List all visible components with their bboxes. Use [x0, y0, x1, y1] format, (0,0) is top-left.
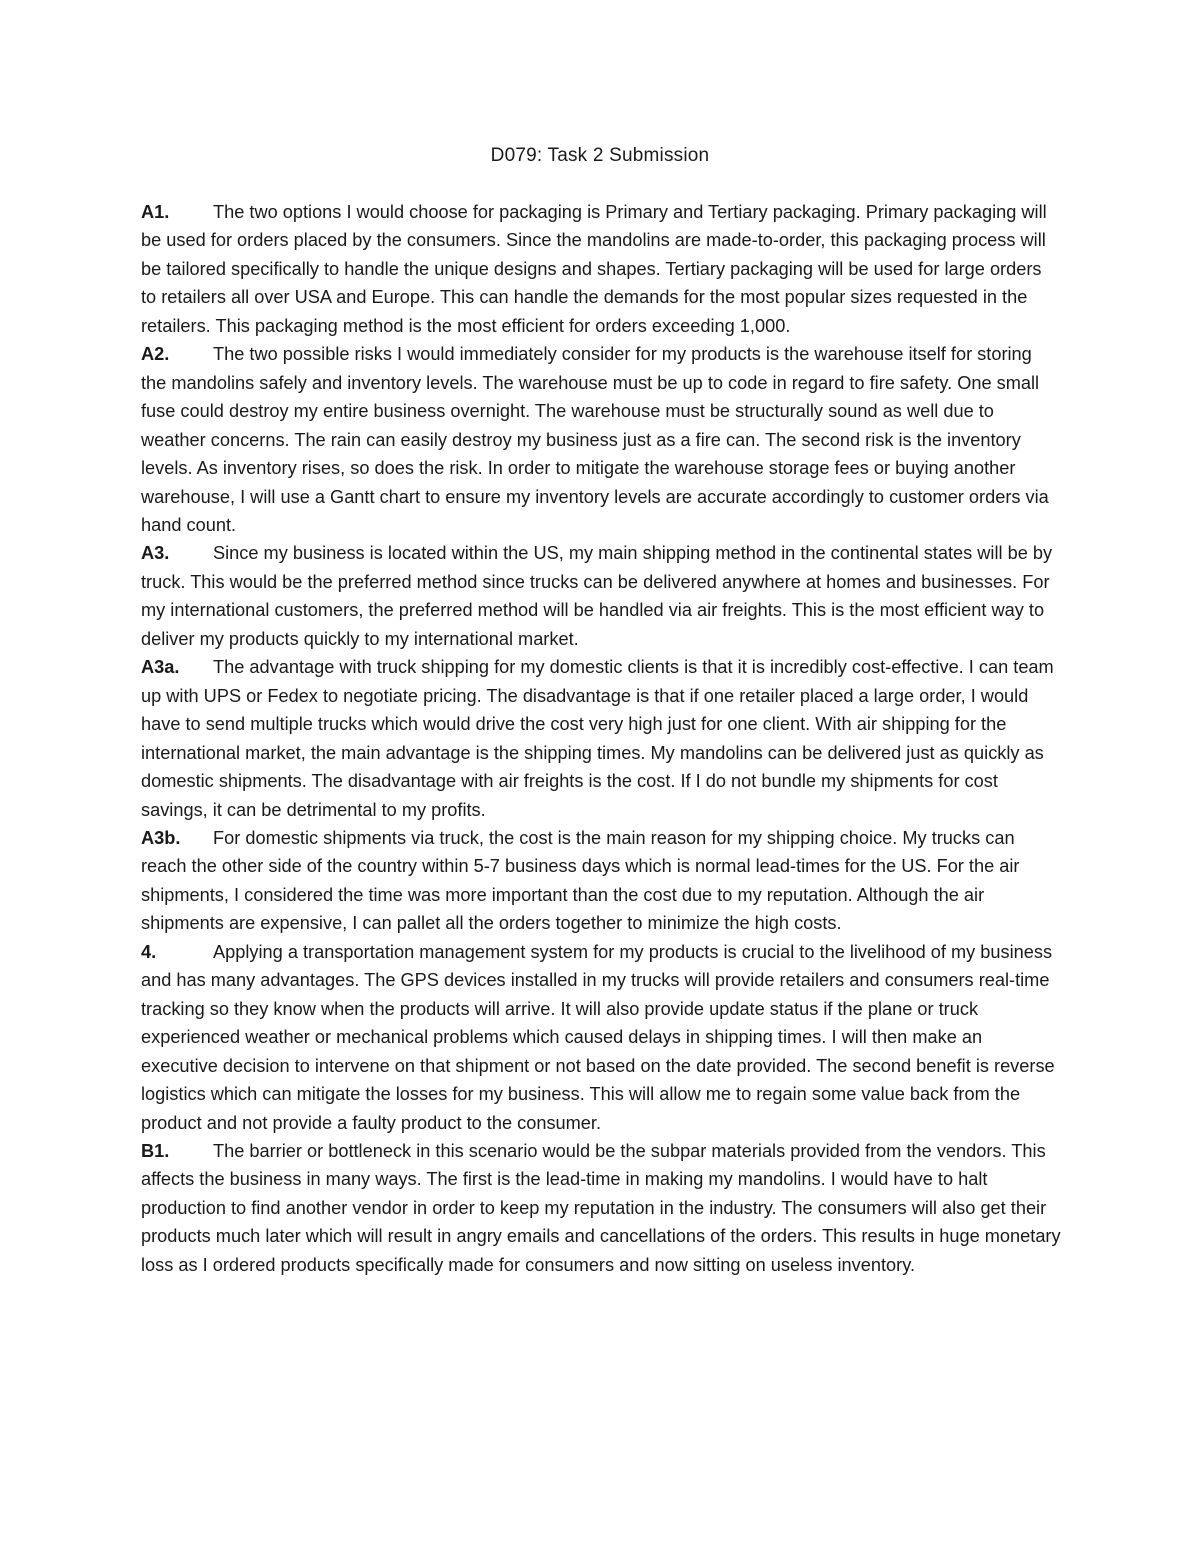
section-label: B1.	[141, 1140, 170, 1161]
section-label: A3.	[141, 543, 170, 564]
section-text: The advantage with truck shipping for my domestic clients is that it is incredibly cost-effective. I can team up with UPS or Fedex to negotiate pricing. The disadvantage is that if one retailer placed a large order, I would have to send multiple trucks which would drive the cost very high just for one client. With air shipping for the international market, the main advantage is the shipping times. My mandolins can be delivered just as quickly as domestic shipments. The disadvantage with air freights is the cost. If I do not bundle my shipments for cost savings, it can be detrimental to my profits.	[141, 657, 1054, 820]
section-a3b	[141, 824, 1061, 938]
section-a1	[141, 198, 1061, 340]
section-text: For domestic shipments via truck, the cost is the main reason for my shipping choice. My trucks can reach the other side of the country within 5-7 business days which is normal lead-times for the US. For the air shipments, I considered the time was more important than the cost due to my reputation. Although the air shipments are expensive, I can pallet all the orders together to minimize the high costs.	[141, 827, 1020, 934]
section-label: 4.	[141, 941, 157, 962]
section-label: A1.	[141, 202, 170, 222]
section-text: The barrier or bottleneck in this scenario would be the subpar materials provided from the vendors. This affects the business in many ways. The first is the lead-time in making my mandolins. I would have to halt production to find another vendor in order to keep my reputation in the industry. The consumers will also get their products much later which will result in angry emails and cancellations of the orders. This results in huge monetary loss as I ordered products specifically made for consumers and now sitting on useless inventory.	[141, 1140, 1061, 1275]
section-label: A3b.	[141, 827, 181, 848]
section-a3a	[141, 653, 1061, 824]
section-text: The two options I would choose for packaging is Primary and Tertiary packaging. Primary packaging will be used for orders placed by the consumers. Since the mandolins are made-to-order, this packaging process will be tailored specifically to handle the unique designs and shapes. Tertiary packaging will be used for large orders to retailers all over USA and Europe. This can handle the demands for the most popular sizes requested in the retailers. This packaging method is the most efficient for orders exceeding 1,000.	[141, 202, 1047, 336]
section-label: A3a.	[141, 657, 180, 678]
section-a2	[141, 340, 1061, 539]
section-text: The two possible risks I would immediately consider for my products is the warehouse itself for storing the mandolins safely and inventory levels. The warehouse must be up to code in regard to fire safety. One small fuse could destroy my entire business overnight. The warehouse must be structurally sound as well due to weather concerns. The rain can easily destroy my business just as a fire can. The second risk is the inventory levels. As inventory rises, so does the risk. In order to mitigate the warehouse storage fees or buying another warehouse, I will use a Gantt chart to ensure my inventory levels are accurate accordingly to customer orders via hand count.	[141, 344, 1049, 535]
section-text: Since my business is located within the US, my main shipping method in the continental states will be by truck. This would be the preferred method since trucks can be delivered anywhere at homes and businesses. For my international customers, the preferred method will be handled via air freights. This is the most efficient way to deliver my products quickly to my international market.	[141, 543, 1053, 649]
section-4	[141, 938, 1061, 1137]
document-body	[141, 198, 1061, 1279]
section-a3	[141, 539, 1061, 653]
section-b1	[141, 1137, 1061, 1279]
document-title: D079: Task 2 Submission	[490, 145, 710, 166]
section-text: Applying a transportation management system for my products is crucial to the livelihood of my business and has many advantages. The GPS devices installed in my trucks will provide retailers and consumers real-time tracking so they know when the products will arrive. It will also provide update status if the plane or truck experienced weather or mechanical problems which caused delays in shipping times. I will then make an executive decision to intervene on that shipment or not based on the date provided. The second benefit is reverse logistics which can mitigate the losses for my business. This will allow me to regain some value back from the product and not provide a faulty product to the consumer.	[141, 941, 1055, 1133]
section-label: A2.	[141, 344, 170, 365]
